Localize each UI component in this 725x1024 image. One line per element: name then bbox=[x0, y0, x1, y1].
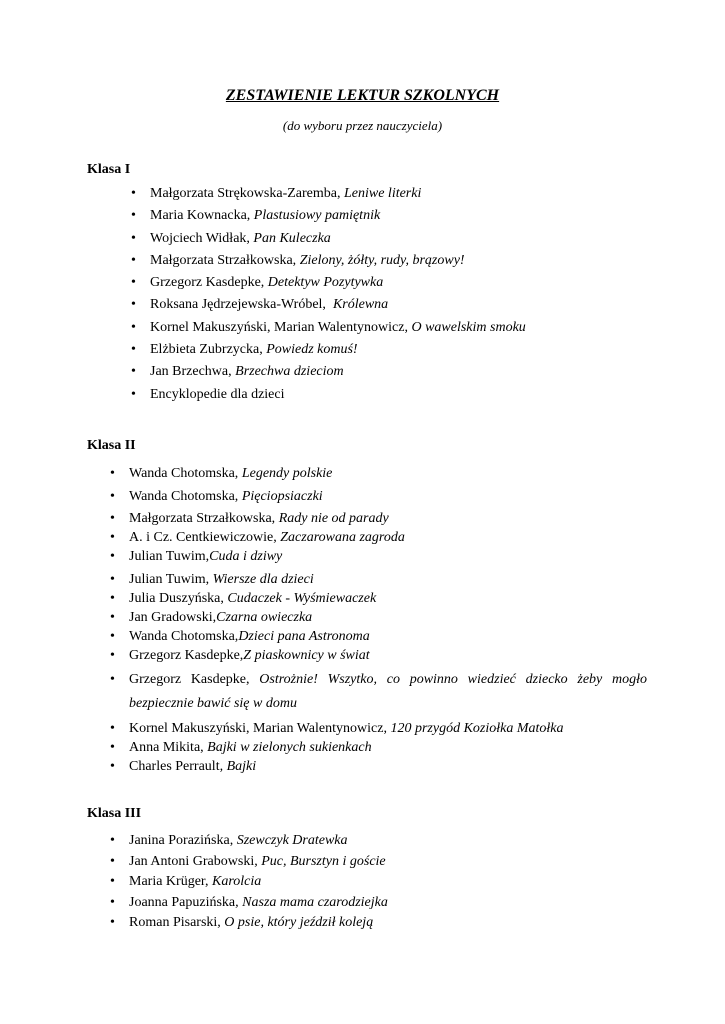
bullet-icon: • bbox=[131, 208, 136, 224]
item-work: Czarna owieczka bbox=[216, 610, 313, 625]
item-work: Detektyw Pozytywka bbox=[267, 275, 384, 291]
list-item bbox=[87, 361, 647, 383]
list-item bbox=[87, 464, 647, 483]
item-author: Jan Brzechwa, bbox=[150, 364, 236, 380]
item-work: Legendy polskie bbox=[241, 466, 333, 481]
item-work: Królewna bbox=[332, 297, 389, 313]
list-item bbox=[87, 205, 647, 227]
bullet-icon: • bbox=[110, 511, 115, 526]
section-heading: Klasa II bbox=[87, 438, 136, 453]
list-item bbox=[87, 738, 647, 757]
list-item bbox=[87, 570, 647, 589]
item-work: Bajki w zielonych sukienkach bbox=[207, 740, 372, 755]
item-author: Julian Tuwim, bbox=[129, 572, 213, 587]
bullet-icon: • bbox=[110, 610, 115, 625]
list-item bbox=[87, 183, 647, 205]
bullet-icon: • bbox=[110, 489, 115, 504]
item-author: Maria Kownacka, bbox=[150, 208, 254, 224]
bullet-icon: • bbox=[110, 591, 115, 606]
bullet-icon: • bbox=[110, 874, 115, 889]
item-work: O psie, który jeździł koleją bbox=[224, 915, 374, 930]
item-work: Cuda i dziwy bbox=[209, 549, 283, 564]
item-author: Kornel Makuszyński, Marian Walentynowicz, bbox=[150, 319, 412, 335]
item-author: Grzegorz Kasdepke, bbox=[129, 648, 244, 663]
item-author: Maria Krüger, bbox=[129, 874, 213, 889]
item-author: Janina Porazińska, bbox=[129, 833, 237, 848]
list-item bbox=[87, 719, 647, 738]
list-item bbox=[87, 228, 647, 250]
item-work: Wiersze dla dzieci bbox=[212, 572, 314, 587]
item-author: Grzegorz Kasdepke, bbox=[129, 672, 260, 687]
bullet-icon: • bbox=[110, 466, 115, 481]
item-author: Małgorzata Strzałkowska, bbox=[129, 511, 279, 526]
item-work: Z piaskownicy w świat bbox=[243, 648, 370, 663]
list-item bbox=[87, 294, 647, 316]
item-author: Jan Gradowski, bbox=[129, 610, 217, 625]
item-work: Karolcia bbox=[212, 874, 262, 889]
list-item bbox=[87, 852, 647, 873]
list-item bbox=[87, 528, 647, 547]
item-work: Zaczarowana zagroda bbox=[280, 530, 405, 545]
item-author: Joanna Papuzińska bbox=[129, 894, 236, 910]
item-work: Cudaczek - Wyśmiewaczek bbox=[227, 591, 377, 606]
bullet-icon: • bbox=[110, 572, 115, 587]
bullet-icon: • bbox=[131, 230, 136, 246]
list-item bbox=[87, 627, 647, 646]
bullet-icon: • bbox=[110, 894, 115, 910]
item-author: Kornel Makuszyński, Marian Walentynowicz, bbox=[129, 721, 391, 736]
item-author: Roman Pisarski, bbox=[129, 915, 225, 930]
item-work: Powiedz komuś! bbox=[266, 342, 358, 358]
item-author: Elżbieta Zubrzycka, bbox=[150, 342, 267, 358]
reading-list bbox=[87, 183, 647, 406]
reading-list bbox=[87, 831, 647, 934]
bullet-icon: • bbox=[131, 386, 136, 402]
item-author: Wojciech Widłak, bbox=[150, 230, 254, 246]
item-author: Małgorzata Strękowska-Zaremba, bbox=[150, 186, 344, 201]
bullet-icon: • bbox=[110, 721, 115, 736]
list-item bbox=[87, 547, 647, 566]
item-work: Pan Kuleczka bbox=[253, 230, 331, 246]
item-author: Małgorzata Strzałkowska, bbox=[150, 252, 300, 268]
list-item bbox=[87, 831, 647, 852]
item-work: Brzechwa dzieciom bbox=[235, 364, 344, 380]
list-item bbox=[87, 384, 647, 406]
item-author: Julia Duszyńska, bbox=[129, 591, 228, 606]
item-author: Encyklopedie dla dzieci bbox=[150, 386, 285, 402]
item-work: Rady nie od parady bbox=[278, 511, 389, 526]
item-work: Plastusiowy pamiętnik bbox=[253, 208, 381, 224]
item-work: Zielony, żółty, rudy, brązowy! bbox=[299, 252, 465, 268]
list-item bbox=[87, 487, 647, 506]
reading-list bbox=[87, 464, 647, 776]
list-item bbox=[87, 872, 647, 893]
section-klasa-2 bbox=[87, 436, 647, 776]
bullet-icon: • bbox=[131, 342, 136, 358]
item-work: Puc, Bursztyn i goście bbox=[261, 853, 386, 869]
bullet-icon: • bbox=[110, 530, 115, 545]
item-author: Wanda Chotomska, bbox=[129, 629, 239, 644]
section-klasa-3 bbox=[87, 804, 647, 934]
bullet-icon: • bbox=[131, 252, 136, 268]
item-author: Anna Mikita, bbox=[129, 740, 208, 755]
section-heading: Klasa III bbox=[87, 806, 142, 821]
bullet-icon: • bbox=[110, 833, 115, 848]
section-heading: Klasa I bbox=[87, 162, 131, 177]
list-item bbox=[87, 509, 647, 528]
list-item bbox=[87, 339, 647, 361]
bullet-icon: • bbox=[131, 297, 136, 313]
section-klasa-1 bbox=[87, 160, 647, 406]
bullet-icon: • bbox=[131, 319, 136, 335]
bullet-icon: • bbox=[110, 759, 115, 774]
bullet-icon: • bbox=[110, 648, 115, 663]
item-author: Wanda Chotomska, bbox=[129, 466, 242, 481]
item-author: A. i Cz. Centkiewiczowie, bbox=[129, 530, 281, 545]
item-author: Roksana Jędrzejewska-Wróbel, bbox=[150, 297, 333, 313]
item-work: Dzieci pana Astronoma bbox=[238, 629, 370, 644]
bullet-icon: • bbox=[131, 275, 136, 291]
bullet-icon: • bbox=[110, 740, 115, 755]
bullet-icon: • bbox=[110, 549, 115, 564]
item-work: O wawelskim smoku bbox=[411, 319, 526, 335]
item-work: Szewczyk Dratewka bbox=[236, 833, 348, 848]
item-work: Pięciopsiaczki bbox=[241, 489, 323, 504]
list-item bbox=[87, 317, 647, 339]
list-item bbox=[87, 646, 647, 665]
bullet-icon: • bbox=[131, 186, 136, 201]
list-item bbox=[87, 913, 647, 934]
bullet-icon: • bbox=[110, 853, 115, 869]
item-work: 120 przygód Koziołka Matołka bbox=[390, 721, 564, 736]
item-work: , Nasza mama czarodziejka bbox=[235, 894, 388, 910]
document-subtitle: (do wyboru przez nauczyciela) bbox=[282, 118, 443, 133]
bullet-icon: • bbox=[110, 915, 115, 930]
item-author: Charles Perrault bbox=[129, 759, 220, 774]
item-work: , Bajki bbox=[219, 759, 257, 774]
list-item bbox=[87, 272, 647, 294]
item-work: Ostrożnie! Wszytko, co powinno wiedzieć dziecko żeby mogło bezpiecznie bawić się w domu bbox=[129, 672, 647, 711]
item-author: Julian Tuwim, bbox=[129, 549, 210, 564]
item-author: Grzegorz Kasdepke, bbox=[150, 275, 268, 291]
list-item bbox=[87, 589, 647, 608]
item-work: Leniwe literki bbox=[343, 186, 422, 201]
list-item bbox=[87, 757, 647, 776]
list-item bbox=[87, 893, 647, 914]
document-title: ZESTAWIENIE LEKTUR SZKOLNYCH bbox=[225, 87, 500, 104]
bullet-icon: • bbox=[131, 364, 136, 380]
item-author: Jan Antoni Grabowski, bbox=[129, 853, 262, 869]
bullet-icon: • bbox=[110, 629, 115, 644]
list-item bbox=[87, 668, 647, 716]
list-item bbox=[87, 608, 647, 627]
bullet-icon: • bbox=[110, 672, 115, 687]
item-author: Wanda Chotomska, bbox=[129, 489, 242, 504]
list-item bbox=[87, 250, 647, 272]
